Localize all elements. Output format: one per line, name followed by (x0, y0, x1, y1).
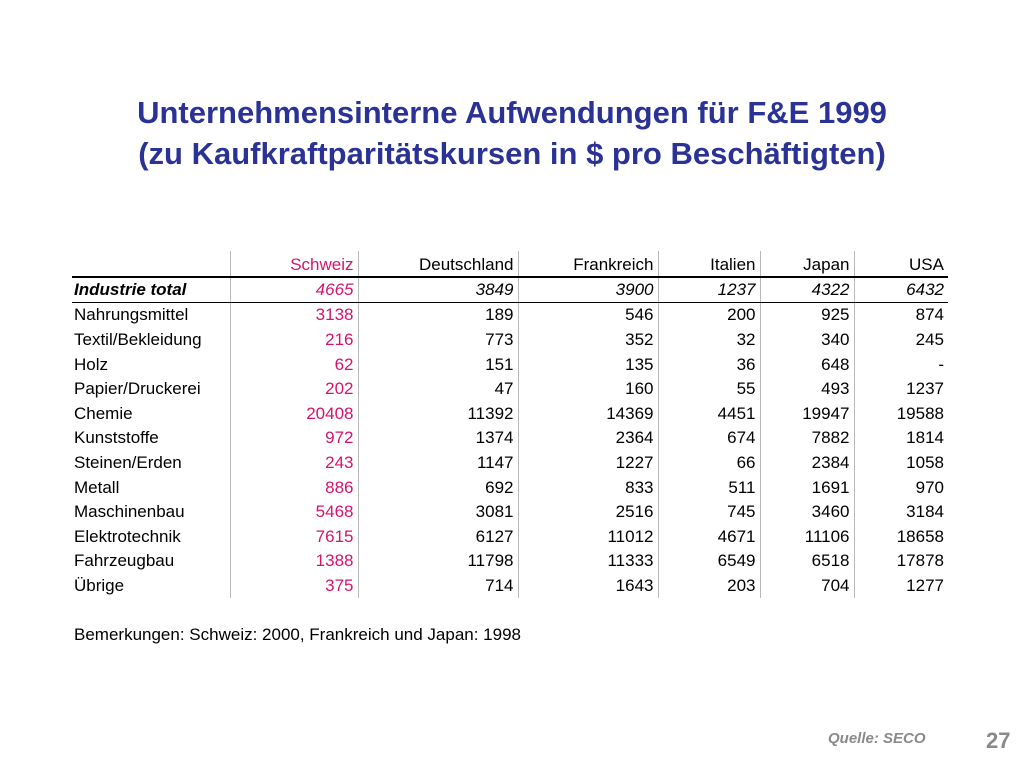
table-header-row (72, 251, 948, 277)
table-cell: 62 (230, 352, 358, 377)
table-cell: 11392 (358, 402, 518, 427)
table-cell: - (854, 352, 948, 377)
table-cell: 11798 (358, 549, 518, 574)
table-row (72, 328, 948, 353)
table-cell: 2384 (760, 451, 854, 476)
row-label: Textil/Bekleidung (74, 330, 202, 350)
table-cell: 245 (854, 328, 948, 353)
header-blank (72, 251, 230, 277)
source-label: Quelle: SECO (828, 730, 926, 747)
table-cell: 6549 (658, 549, 760, 574)
table-row (72, 303, 948, 328)
table-cell: 1147 (358, 451, 518, 476)
table-cell: 1227 (518, 451, 658, 476)
table-cell: 773 (358, 328, 518, 353)
table-row (72, 574, 948, 599)
table-cell: 674 (658, 426, 760, 451)
table-cell: 200 (658, 303, 760, 328)
table-cell: 6518 (760, 549, 854, 574)
slide-title (0, 92, 1024, 174)
table-cell: 1643 (518, 574, 658, 599)
table-cell: 2364 (518, 426, 658, 451)
table-cell: 1237 (854, 377, 948, 402)
table-cell: 6432 (854, 277, 948, 303)
row-label: Kunststoffe (74, 428, 159, 448)
table-cell: 340 (760, 328, 854, 353)
table-cell: 160 (518, 377, 658, 402)
table-cell: 19588 (854, 402, 948, 427)
col-header-italien: Italien (658, 251, 760, 277)
table-cell: 243 (230, 451, 358, 476)
table-cell: 1237 (658, 277, 760, 303)
table-cell: 5468 (230, 500, 358, 525)
table-cell: 2516 (518, 500, 658, 525)
row-label: Metall (74, 477, 120, 497)
row-label: Nahrungsmittel (74, 305, 189, 325)
table-cell: 36 (658, 352, 760, 377)
table-cell: 3138 (230, 303, 358, 328)
table-cell: 20408 (230, 402, 358, 427)
table-cell: 19947 (760, 402, 854, 427)
table-cell: 352 (518, 328, 658, 353)
table-cell: 1374 (358, 426, 518, 451)
table-cell: 511 (658, 475, 760, 500)
table-row (72, 500, 948, 525)
table-row (72, 475, 948, 500)
table-cell: 135 (518, 352, 658, 377)
table-cell: 1277 (854, 574, 948, 599)
rd-expenditure-table (72, 251, 948, 598)
table-cell: 972 (230, 426, 358, 451)
row-label: Chemie (74, 403, 133, 423)
table-cell: 3460 (760, 500, 854, 525)
row-label: Industrie total (72, 277, 230, 303)
col-header-frankreich: Frankreich (518, 251, 658, 277)
table-cell: 1388 (230, 549, 358, 574)
table-cell: 4671 (658, 525, 760, 550)
table-cell: 970 (854, 475, 948, 500)
table-cell: 3849 (358, 277, 518, 303)
table-cell: 18658 (854, 525, 948, 550)
table-cell: 32 (658, 328, 760, 353)
table-cell: 1814 (854, 426, 948, 451)
page-number: 27 (986, 728, 1011, 753)
table-cell: 216 (230, 328, 358, 353)
table-cell: 151 (358, 352, 518, 377)
table-cell: 546 (518, 303, 658, 328)
table-row (72, 402, 948, 427)
table-cell: 493 (760, 377, 854, 402)
table-cell: 6127 (358, 525, 518, 550)
table-cell: 11333 (518, 549, 658, 574)
row-label: Elektrotechnik (74, 526, 181, 546)
table-cell: 704 (760, 574, 854, 599)
table-cell: 3081 (358, 500, 518, 525)
row-label: Steinen/Erden (74, 453, 182, 473)
row-label: Fahrzeugbau (74, 551, 175, 571)
table-cell: 11106 (760, 525, 854, 550)
table-row (72, 426, 948, 451)
table-cell: 692 (358, 475, 518, 500)
title-line-2: (zu Kaufkraftparitätskursen in $ pro Beschäftigten) (138, 136, 886, 171)
table-row (72, 352, 948, 377)
table-cell: 3900 (518, 277, 658, 303)
col-header-usa: USA (854, 251, 948, 277)
table-cell: 7615 (230, 525, 358, 550)
table-cell: 203 (658, 574, 760, 599)
table-row (72, 377, 948, 402)
row-label: Holz (74, 354, 109, 374)
table-cell: 14369 (518, 402, 658, 427)
table-cell: 202 (230, 377, 358, 402)
table-cell: 3184 (854, 500, 948, 525)
table-cell: 375 (230, 574, 358, 599)
table-cell: 189 (358, 303, 518, 328)
table-cell: 4451 (658, 402, 760, 427)
table-cell: 7882 (760, 426, 854, 451)
table-cell: 925 (760, 303, 854, 328)
remarks-note: Bemerkungen: Schweiz: 2000, Frankreich und Japan: 1998 (74, 625, 521, 644)
table-row (72, 549, 948, 574)
table-total-row (72, 277, 948, 303)
table-cell: 833 (518, 475, 658, 500)
table-body (72, 277, 948, 599)
table-cell: 1058 (854, 451, 948, 476)
row-label: Maschinenbau (74, 502, 185, 522)
table-cell: 66 (658, 451, 760, 476)
title-line-1: Unternehmensinterne Aufwendungen für F&E 1999 (137, 95, 887, 130)
table-row (72, 451, 948, 476)
table-cell: 714 (358, 574, 518, 599)
table-cell: 1691 (760, 475, 854, 500)
col-header-japan: Japan (760, 251, 854, 277)
table-cell: 47 (358, 377, 518, 402)
table-cell: 648 (760, 352, 854, 377)
table-cell: 745 (658, 500, 760, 525)
table-cell: 4665 (230, 277, 358, 303)
col-header-schweiz: Schweiz (230, 251, 358, 277)
table-cell: 17878 (854, 549, 948, 574)
table-row (72, 525, 948, 550)
table-cell: 4322 (760, 277, 854, 303)
table-cell: 55 (658, 377, 760, 402)
table-cell: 11012 (518, 525, 658, 550)
row-label: Papier/Druckerei (74, 379, 201, 399)
table-cell: 874 (854, 303, 948, 328)
col-header-deutschland: Deutschland (358, 251, 518, 277)
row-label: Übrige (74, 576, 125, 596)
table-cell: 886 (230, 475, 358, 500)
